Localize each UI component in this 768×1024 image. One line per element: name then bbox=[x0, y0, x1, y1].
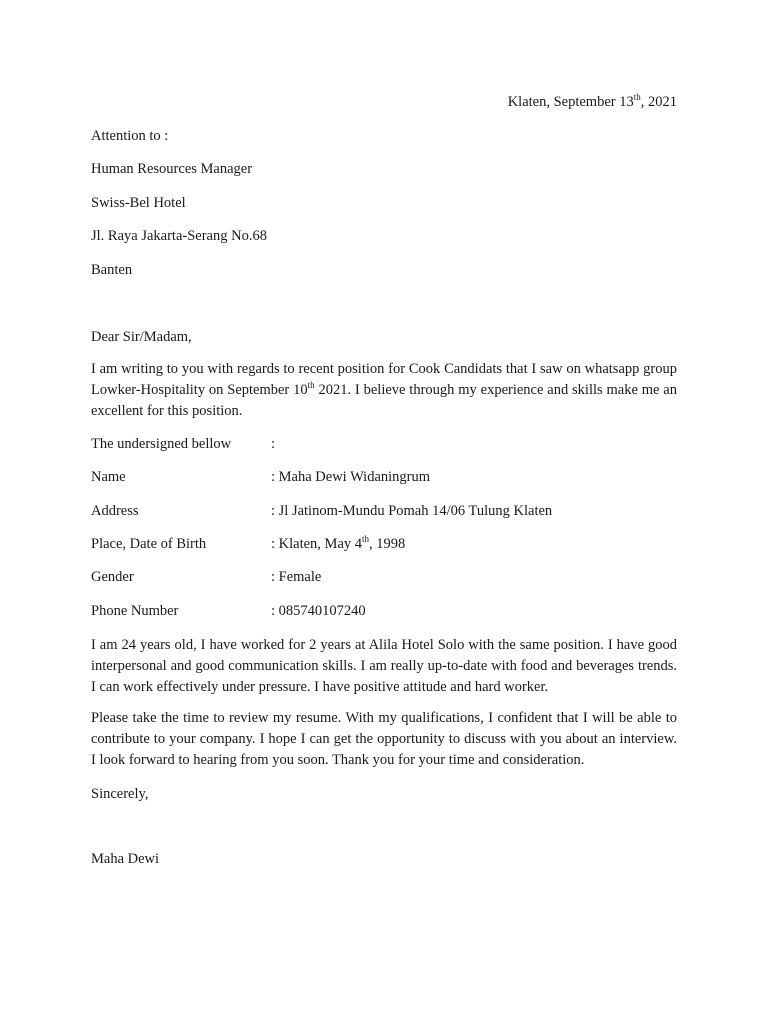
recipient-street: Jl. Raya Jakarta-Serang No.68 bbox=[91, 228, 267, 244]
detail-value: : Jl Jatinom-Mundu Pomah 14/06 Tulung Klaten bbox=[271, 503, 553, 519]
recipient-company: Swiss-Bel Hotel bbox=[91, 195, 186, 211]
recipient-title: Human Resources Manager bbox=[91, 161, 253, 177]
signature-name: Maha Dewi bbox=[91, 851, 160, 867]
body-paragraph-closing: Please take the time to review my resume. With my qualifications, I confident that I will be able to contribute to your company. I hope I can get the opportunity to discuss with you about an interview. I look forward to hearing from you soon. Thank you for your time and consideration. bbox=[91, 710, 677, 768]
recipient-city: Banten bbox=[91, 262, 133, 278]
detail-label: Gender bbox=[91, 569, 134, 585]
salutation: Dear Sir/Madam, bbox=[91, 329, 192, 345]
intro-text: I am writing to you with regards to recent position for Cook Candidats that I saw on whatsapp group Lowker-Hospitality on September 10 bbox=[91, 361, 677, 398]
intro-paragraph bbox=[91, 359, 677, 422]
date-ordinal: th bbox=[633, 92, 641, 103]
detail-label: Name bbox=[91, 469, 126, 485]
undersigned-label: The undersigned bellow bbox=[91, 436, 232, 452]
undersigned-colon: : bbox=[271, 436, 276, 452]
detail-value: : Maha Dewi Widaningrum bbox=[271, 469, 431, 485]
birth-text: : Klaten, May 4 bbox=[271, 536, 363, 552]
birth-ordinal: th bbox=[362, 534, 370, 545]
intro-ordinal: th bbox=[307, 380, 315, 391]
detail-value: : 085740107240 bbox=[271, 603, 366, 619]
detail-label: Address bbox=[91, 503, 139, 519]
closing-text: Sincerely, bbox=[91, 786, 149, 802]
detail-value bbox=[271, 534, 405, 555]
date-text: Klaten, September 13 bbox=[507, 94, 634, 110]
detail-label: Place, Date of Birth bbox=[91, 536, 207, 552]
intro-text-cont: 2021. I believe through my experience and skills make me an excellent for this position. bbox=[91, 382, 677, 419]
detail-value: : Female bbox=[271, 569, 322, 585]
detail-label: Phone Number bbox=[91, 603, 179, 619]
attention-label: Attention to : bbox=[91, 128, 169, 144]
letter-date bbox=[508, 92, 677, 113]
body-paragraph-experience: I am 24 years old, I have worked for 2 years at Alila Hotel Solo with the same position. I have good interpersonal and good communication skills. I am really up-to-date with food and beverages trends. I can work effectively under pressure. I have positive attitude and hard worker. bbox=[91, 637, 677, 695]
birth-year: , 1998 bbox=[369, 536, 406, 552]
date-year: , 2021 bbox=[640, 94, 677, 110]
